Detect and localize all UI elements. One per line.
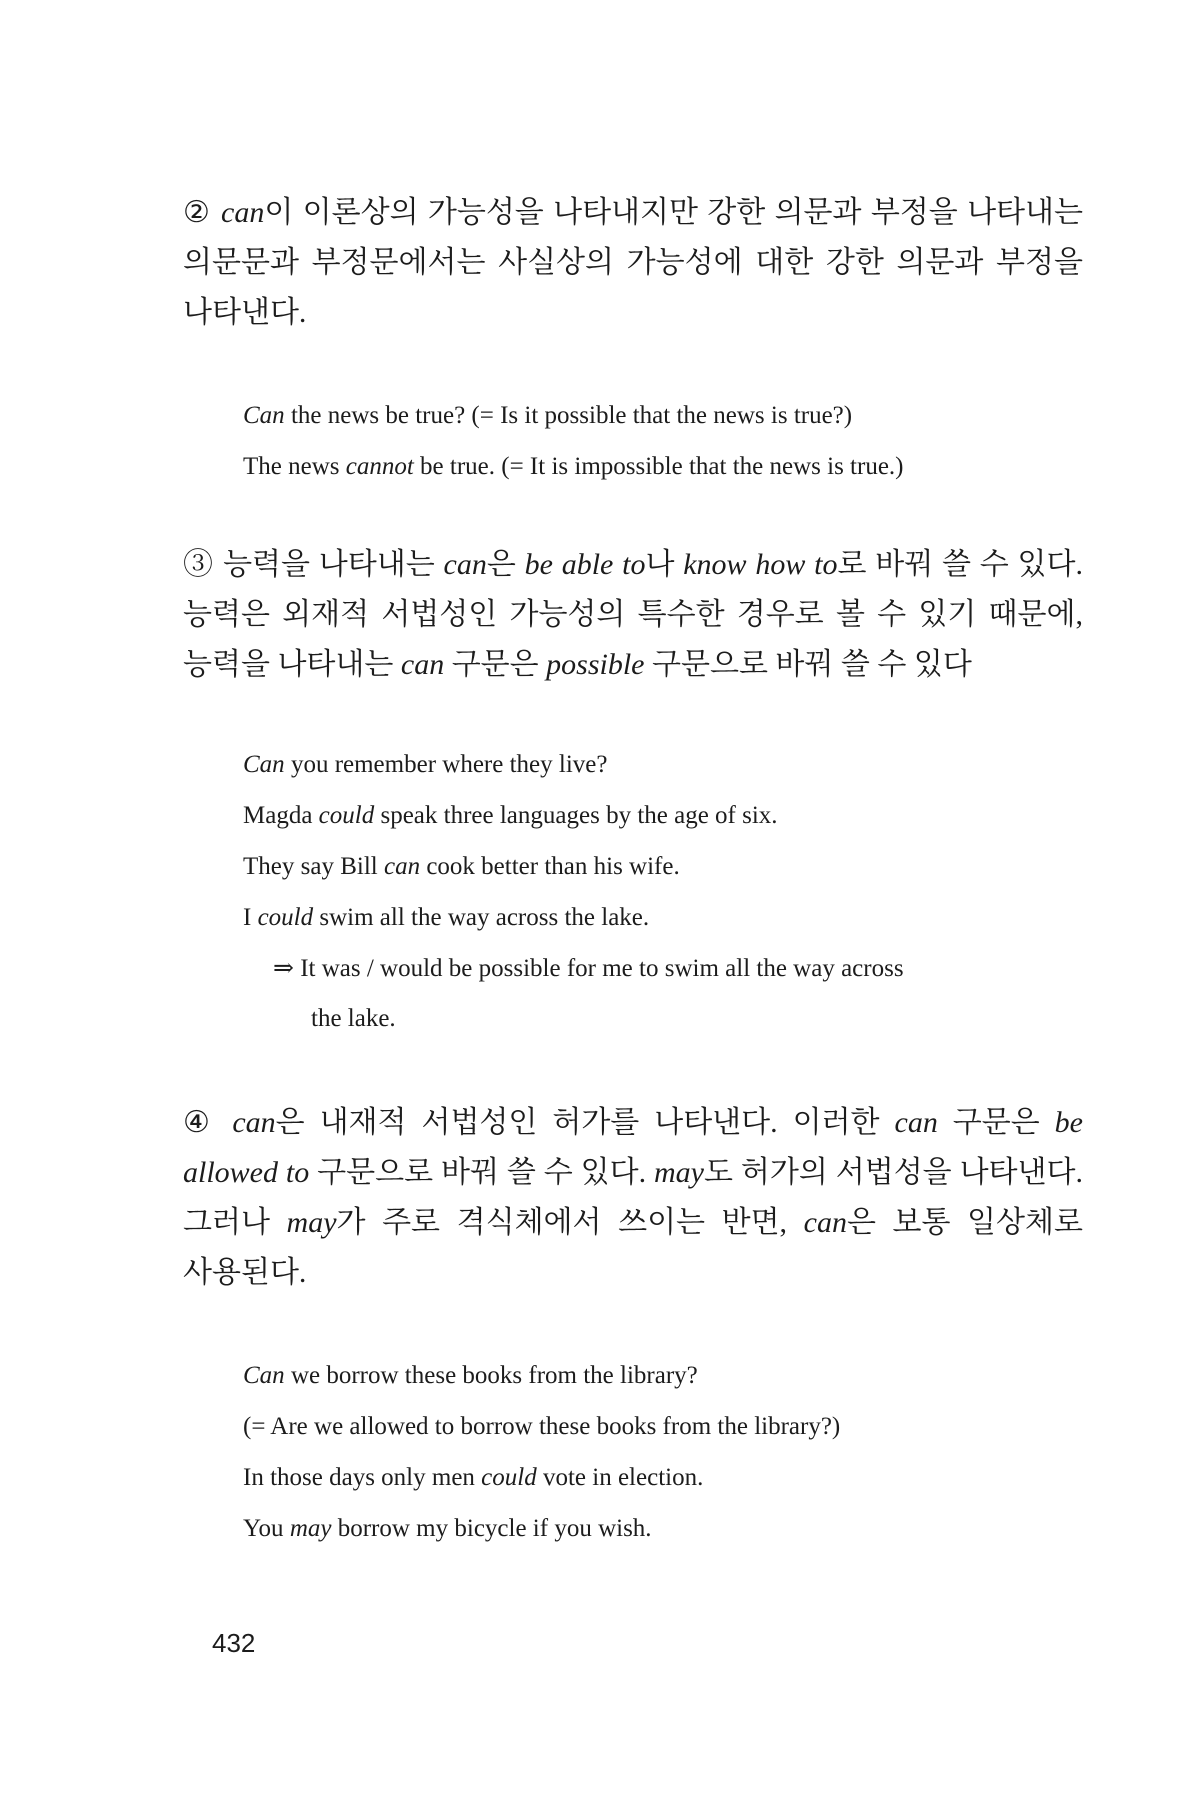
italic-term: Can [243,1362,285,1389]
italic-term: can [221,196,265,229]
text-run: 구문으로 바꿔 쓸 수 있다 [644,648,972,681]
italic-term: Can [243,751,285,778]
example-sentence [243,1401,1093,1452]
italic-term: can [803,1206,847,1239]
italic-term: know how to [683,548,838,581]
text-run: you remember where they live? [284,751,608,778]
example-sentence [243,841,1093,892]
italic-term: can [383,853,421,880]
text-run: the news be true? (= Is it possible that the news is true?) [284,402,853,429]
italic-term: could [481,1464,537,1491]
italic-term: may [654,1156,704,1189]
example-sentence [243,1503,1093,1554]
text-run: speak three languages by the age of six. [374,802,778,829]
text-run: swim all the way across the lake. [313,904,650,931]
example-sentence [243,441,1093,492]
italic-term: may [289,1515,332,1542]
italic-term: can [232,1106,276,1139]
text-run: (= Are we allowed to borrow these books from the library?) [243,1413,841,1440]
text-run: ③ 능력을 나타내는 [183,548,444,581]
text-run: 은 보통 일상체로 사용된다. [183,1206,1083,1289]
text-run: The news [243,453,346,480]
text-run: be true. (= It is impossible that the news is true.) [413,453,904,480]
text-run: cook better than his wife. [420,853,680,880]
text-run: ② [183,196,222,229]
text-run: 은 내재적 서법성인 허가를 나타낸다. 이러한 [275,1106,895,1139]
text-run: we borrow these books from the library? [284,1362,698,1389]
italic-term: be able to [524,548,646,581]
italic-term: can [443,548,487,581]
text-run: 로 바꿔 쓸 수 있다. 능력은 외재적 서법성인 가능성의 특수한 경우로 볼 수 있기 때문에, 능력을 나타내는 [183,548,1083,681]
text-run: They say Bill [243,853,384,880]
italic-term: could [257,904,314,931]
text-run: I [243,904,258,931]
text-run: 구문으로 바꿔 쓸 수 있다. [309,1156,655,1189]
example-sentence [243,892,1093,943]
italic-term: could [318,802,375,829]
text-run: the lake. [311,1005,396,1032]
example-sentence [243,1452,1093,1503]
italic-term: be allowed to [183,1106,1083,1189]
text-run: In those days only men [243,1464,482,1491]
italic-term: can [400,648,445,681]
paraphrase-line [273,943,1093,994]
text-run: Magda [243,802,319,829]
example-sentence [243,739,1093,790]
example-sentence [243,1350,1093,1401]
text-run: You [243,1515,290,1542]
text-run: 가 주로 격식체에서 쓰이는 반면, [336,1206,804,1239]
section-2-paragraph [183,188,1083,338]
example-sentence [243,790,1093,841]
text-run: 구문은 [937,1106,1055,1139]
text-run: 도 허가의 서법성을 나타낸다. 그러나 [183,1156,1083,1239]
text-run: 이 이론상의 가능성을 나타내지만 강한 의문과 부정을 나타내는 의문문과 부정문에서는 사실상의 가능성에 대한 강한 의문과 부정을 나타낸다. [183,196,1083,329]
text-run: ④ [183,1106,233,1139]
paraphrase-line-continued [273,993,1093,1044]
italic-term: can [894,1106,938,1139]
text-run: ⇒ It was / would be possible for me to swim all the way across [273,955,904,982]
italic-term: Can [243,402,285,429]
text-run: 구문은 [444,648,547,681]
italic-term: may [286,1206,337,1239]
page-number: 432 [212,1628,256,1658]
section-4-paragraph [183,1098,1083,1298]
italic-term: cannot [345,453,414,480]
text-run: vote in election. [536,1464,704,1491]
example-sentence [243,390,1093,441]
text-run: borrow my bicycle if you wish. [331,1515,652,1542]
italic-term: possible [546,648,645,681]
text-run: 나 [645,548,684,581]
section-3-paragraph [183,540,1083,690]
text-run: 은 [486,548,525,581]
